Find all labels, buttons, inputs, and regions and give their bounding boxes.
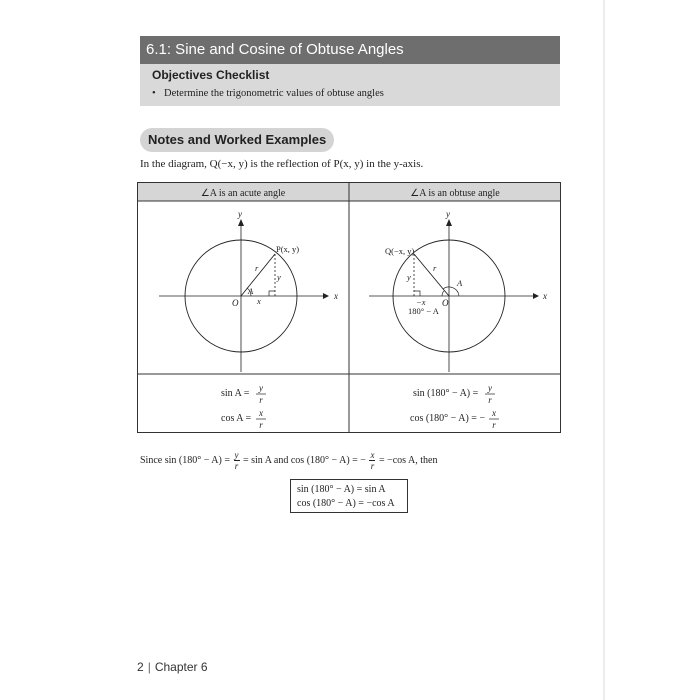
- right-supplement-label: 180° − A: [408, 306, 439, 316]
- since-part1: Since sin (180° − A) =: [140, 454, 230, 466]
- right-sin-num: y: [488, 383, 492, 393]
- page-footer: [137, 660, 208, 674]
- since-statement: [140, 450, 437, 471]
- since-frac2: [369, 450, 375, 471]
- since-frac1-num: y: [234, 450, 239, 460]
- acute-angle-diagram: [159, 209, 338, 372]
- right-x-axis-label: x: [543, 291, 547, 301]
- since-frac1: [234, 450, 240, 471]
- since-part3: = −cos A, then: [378, 454, 438, 466]
- notes-heading: Notes and Worked Examples: [140, 128, 334, 152]
- acute-formulas: [221, 383, 266, 430]
- result-cos: cos (180° − A) = −cos A: [297, 498, 395, 509]
- section-title: 6.1: Sine and Cosine of Obtuse Angles: [140, 36, 560, 64]
- since-frac1-den: r: [234, 461, 239, 471]
- since-part2: = sin A and cos (180° − A) = −: [243, 454, 366, 466]
- left-sin-lhs: sin A =: [221, 388, 250, 399]
- obtuse-formulas: [410, 383, 499, 430]
- right-angle-label: A: [457, 278, 463, 288]
- right-sin-den: r: [488, 395, 492, 405]
- result-sin: sin (180° − A) = sin A: [297, 484, 386, 495]
- left-radius-label: r: [255, 263, 259, 273]
- right-column-header: ∠A is an obtuse angle: [410, 188, 500, 199]
- right-cos-num: x: [492, 408, 496, 418]
- right-y-axis-label: y: [446, 209, 450, 219]
- left-cos-lhs: cos A =: [221, 413, 252, 424]
- left-y-axis-label: y: [238, 209, 242, 219]
- page-number: 2: [137, 660, 144, 674]
- intro-text: In the diagram, Q(−x, y) is the reflection of P(x, y) in the y-axis.: [140, 158, 424, 170]
- left-origin-label: O: [232, 298, 239, 308]
- since-frac2-den: r: [370, 461, 375, 471]
- objective-item: [152, 88, 384, 99]
- left-sin-den: r: [259, 395, 263, 405]
- right-opposite-label: y: [407, 272, 411, 282]
- comparison-table: [137, 182, 561, 434]
- objective-text: Determine the trigonometric values of obtuse angles: [164, 88, 384, 99]
- right-cos-den: r: [492, 420, 496, 430]
- left-cos-den: r: [259, 420, 263, 430]
- page-edge-right: [603, 0, 605, 700]
- left-cos-num: x: [259, 408, 263, 418]
- objectives-heading: Objectives Checklist: [152, 68, 270, 82]
- left-x-axis-label: x: [334, 291, 338, 301]
- right-point-label: Q(−x, y): [385, 246, 415, 256]
- right-sin-lhs: sin (180° − A) =: [413, 388, 479, 399]
- left-column-header: ∠A is an acute angle: [200, 188, 286, 199]
- right-adjacent-label: −x: [416, 297, 426, 307]
- obtuse-angle-diagram: [369, 209, 547, 372]
- footer-separator: |: [147, 660, 151, 674]
- right-cos-lhs: cos (180° − A) = −: [410, 413, 486, 424]
- left-adjacent-label: x: [257, 296, 261, 306]
- left-sin-num: y: [259, 383, 263, 393]
- left-angle-label: A: [248, 286, 254, 296]
- right-radius-label: r: [433, 263, 437, 273]
- bullet: •: [152, 88, 156, 99]
- right-origin-label: O: [442, 298, 449, 308]
- left-point-label: P(x, y): [276, 244, 300, 254]
- result-box: [290, 479, 408, 513]
- left-opposite-label: y: [277, 272, 281, 282]
- chapter-label: Chapter 6: [154, 660, 208, 674]
- since-frac2-num: x: [370, 450, 375, 460]
- objectives-box: [140, 64, 560, 106]
